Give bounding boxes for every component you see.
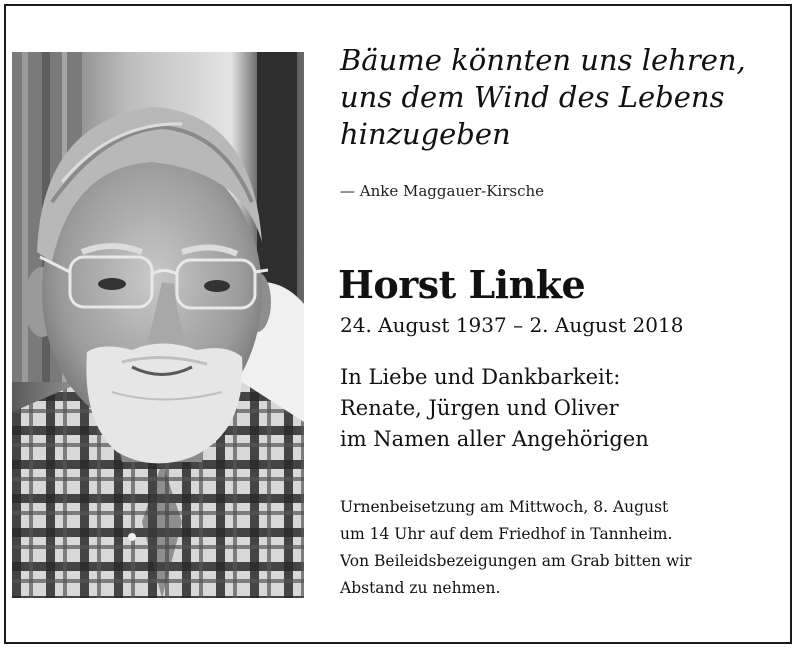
notice-line: Urnenbeisetzung am Mittwoch, 8. August (340, 498, 669, 516)
mourners-line: Renate, Jürgen und Oliver (340, 396, 619, 420)
life-dates: 24. August 1937 – 2. August 2018 (340, 313, 684, 337)
mourners-line: im Namen aller Angehörigen (340, 427, 649, 451)
quote-line: Bäume könnten uns lehren, (340, 43, 746, 77)
mourners-block (340, 362, 649, 455)
quote-line: hinzugeben (340, 117, 511, 151)
deceased-name: Horst Linke (338, 262, 586, 307)
mourners-line: In Liebe und Dankbarkeit: (340, 365, 621, 389)
quote-author: — Anke Maggauer-Kirsche (340, 182, 545, 200)
notice-line: Abstand zu nehmen. (340, 579, 501, 597)
memorial-quote (340, 42, 780, 153)
notice-line: Von Beileidsbezeigungen am Grab bitten wir (340, 552, 692, 570)
funeral-notice (340, 494, 692, 602)
portrait-photo (12, 52, 304, 598)
quote-line: uns dem Wind des Lebens (340, 80, 725, 114)
notice-line: um 14 Uhr auf dem Friedhof in Tannheim. (340, 525, 673, 543)
